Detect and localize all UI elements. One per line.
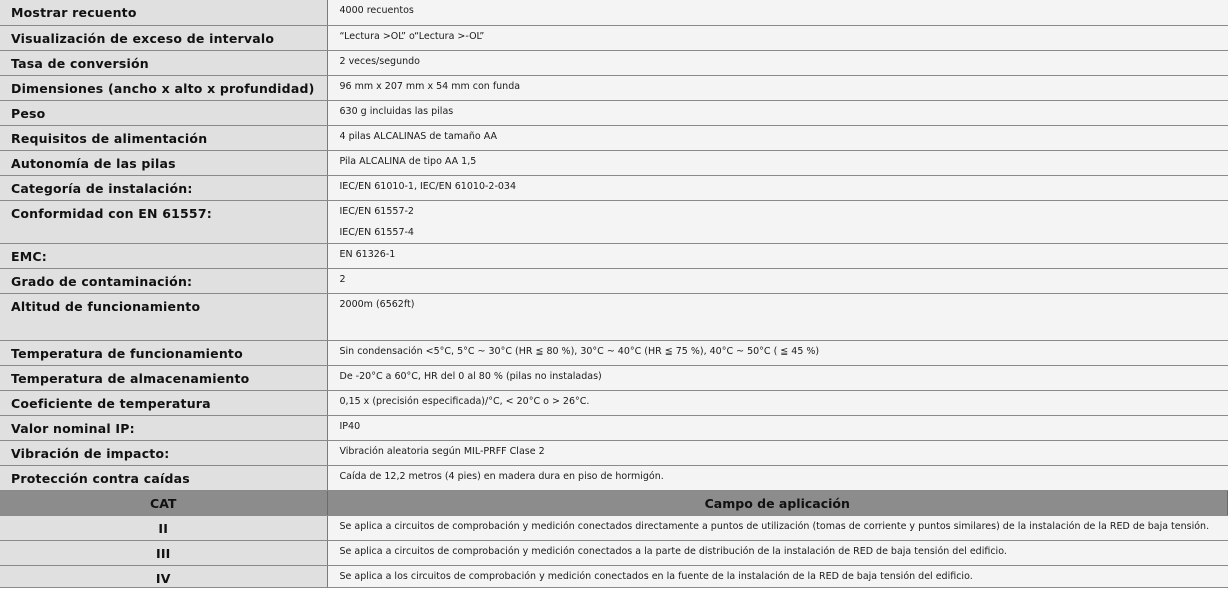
spec-label: Requisitos de alimentación xyxy=(0,125,327,150)
cat-row xyxy=(0,540,1228,565)
cat-description-text: Se aplica a los circuitos de comprobación y medición conectados en la fuente de la instalación de la RED de baja tensión del edificio. xyxy=(339,570,973,582)
spec-label: Conformidad con EN 61557: xyxy=(0,200,327,243)
spec-value-line: “Lectura >OL” o“Lectura >-OL” xyxy=(339,30,485,42)
spec-value xyxy=(327,200,1228,243)
spec-value-line: 4 pilas ALCALINAS de tamaño AA xyxy=(339,130,497,142)
spec-value xyxy=(327,268,1228,293)
spec-value xyxy=(327,293,1228,340)
spec-label: EMC: xyxy=(0,243,327,268)
spec-label: Peso xyxy=(0,100,327,125)
spec-value xyxy=(327,75,1228,100)
spec-value xyxy=(327,440,1228,465)
spec-row xyxy=(0,25,1228,50)
cat-label: III xyxy=(0,540,327,565)
spec-value xyxy=(327,50,1228,75)
spec-value xyxy=(327,390,1228,415)
spec-row xyxy=(0,200,1228,243)
spec-label: Temperatura de funcionamiento xyxy=(0,340,327,365)
spec-value-line: IEC/EN 61010-1, IEC/EN 61010-2-034 xyxy=(339,180,517,192)
spec-value-line: Caída de 12,2 metros (4 pies) en madera dura en piso de hormigón. xyxy=(339,470,664,482)
cat-header-row xyxy=(0,490,1228,515)
spec-label: Valor nominal IP: xyxy=(0,415,327,440)
spec-value-line: 630 g incluidas las pilas xyxy=(339,105,454,117)
spec-row xyxy=(0,440,1228,465)
spec-value-line: Sin condensación <5°C, 5°C ~ 30°C (HR ≦ 80 %), 30°C ~ 40°C (HR ≦ 75 %), 40°C ~ 50°C ( ≦ 45 %) xyxy=(339,345,820,357)
spec-value-line: IEC/EN 61557-2 xyxy=(339,205,414,217)
spec-value xyxy=(327,465,1228,490)
spec-value-line: 96 mm x 207 mm x 54 mm con funda xyxy=(339,80,521,92)
spec-label: Autonomía de las pilas xyxy=(0,150,327,175)
spec-value-line: Vibración aleatoria según MIL-PRFF Clase 2 xyxy=(339,445,545,457)
spec-label: Vibración de impacto: xyxy=(0,440,327,465)
cat-description-text: Se aplica a circuitos de comprobación y medición conectados directamente a puntos de utilización (tomas de corriente y puntos similares) de la instalación de la RED de baja tensión. xyxy=(339,520,1210,532)
cat-row xyxy=(0,515,1228,540)
spec-row xyxy=(0,150,1228,175)
spec-value-line: 2 xyxy=(339,273,346,285)
spec-row xyxy=(0,293,1228,340)
spec-value-line: 4000 recuentos xyxy=(339,5,414,16)
spec-value xyxy=(327,243,1228,268)
spec-label: Dimensiones (ancho x alto x profundidad) xyxy=(0,75,327,100)
spec-label: Mostrar recuento xyxy=(0,0,327,25)
spec-value-line: IEC/EN 61557-4 xyxy=(339,226,414,238)
spec-value-line: IP40 xyxy=(339,420,361,432)
spec-label: Tasa de conversión xyxy=(0,50,327,75)
cat-description xyxy=(327,565,1228,587)
spec-row xyxy=(0,243,1228,268)
spec-value xyxy=(327,125,1228,150)
cat-label: II xyxy=(0,515,327,540)
spec-row xyxy=(0,465,1228,490)
spec-label: Visualización de exceso de intervalo xyxy=(0,25,327,50)
cat-description-text: Se aplica a circuitos de comprobación y medición conectados a la parte de distribución de la instalación de RED de baja tensión del edificio. xyxy=(339,545,1007,557)
cat-row xyxy=(0,565,1228,587)
application-column-header: Campo de aplicación xyxy=(327,490,1228,515)
spec-row xyxy=(0,415,1228,440)
cat-description xyxy=(327,515,1228,540)
spec-value xyxy=(327,365,1228,390)
spec-value xyxy=(327,415,1228,440)
cat-label: IV xyxy=(0,565,327,587)
spec-value xyxy=(327,175,1228,200)
spec-value xyxy=(327,340,1228,365)
spec-row xyxy=(0,365,1228,390)
spec-value-line: 0,15 x (precisión especificada)/°C, < 20°C o > 26°C. xyxy=(339,395,590,407)
cat-description xyxy=(327,540,1228,565)
spec-row xyxy=(0,268,1228,293)
spec-row xyxy=(0,175,1228,200)
spec-label: Categoría de instalación: xyxy=(0,175,327,200)
spec-row xyxy=(0,125,1228,150)
spec-row xyxy=(0,0,1228,25)
spec-value xyxy=(327,150,1228,175)
spec-value xyxy=(327,100,1228,125)
spec-row xyxy=(0,75,1228,100)
spec-label: Coeficiente de temperatura xyxy=(0,390,327,415)
spec-label: Grado de contaminación: xyxy=(0,268,327,293)
spec-row xyxy=(0,340,1228,365)
spec-value xyxy=(327,0,1228,25)
spec-value-line: Pila ALCALINA de tipo AA 1,5 xyxy=(339,155,477,167)
spec-value-line: De -20°C a 60°C, HR del 0 al 80 % (pilas no instaladas) xyxy=(339,370,602,382)
spec-value xyxy=(327,25,1228,50)
spec-label: Altitud de funcionamiento xyxy=(0,293,327,340)
spec-value-line: EN 61326-1 xyxy=(339,248,396,260)
spec-row xyxy=(0,100,1228,125)
spec-value-line: 2000m (6562ft) xyxy=(339,298,415,310)
spec-label: Temperatura de almacenamiento xyxy=(0,365,327,390)
spec-row xyxy=(0,50,1228,75)
cat-column-header: CAT xyxy=(0,490,327,515)
spec-row xyxy=(0,390,1228,415)
spec-value-line: 2 veces/segundo xyxy=(339,55,420,67)
spec-label: Protección contra caídas xyxy=(0,465,327,490)
